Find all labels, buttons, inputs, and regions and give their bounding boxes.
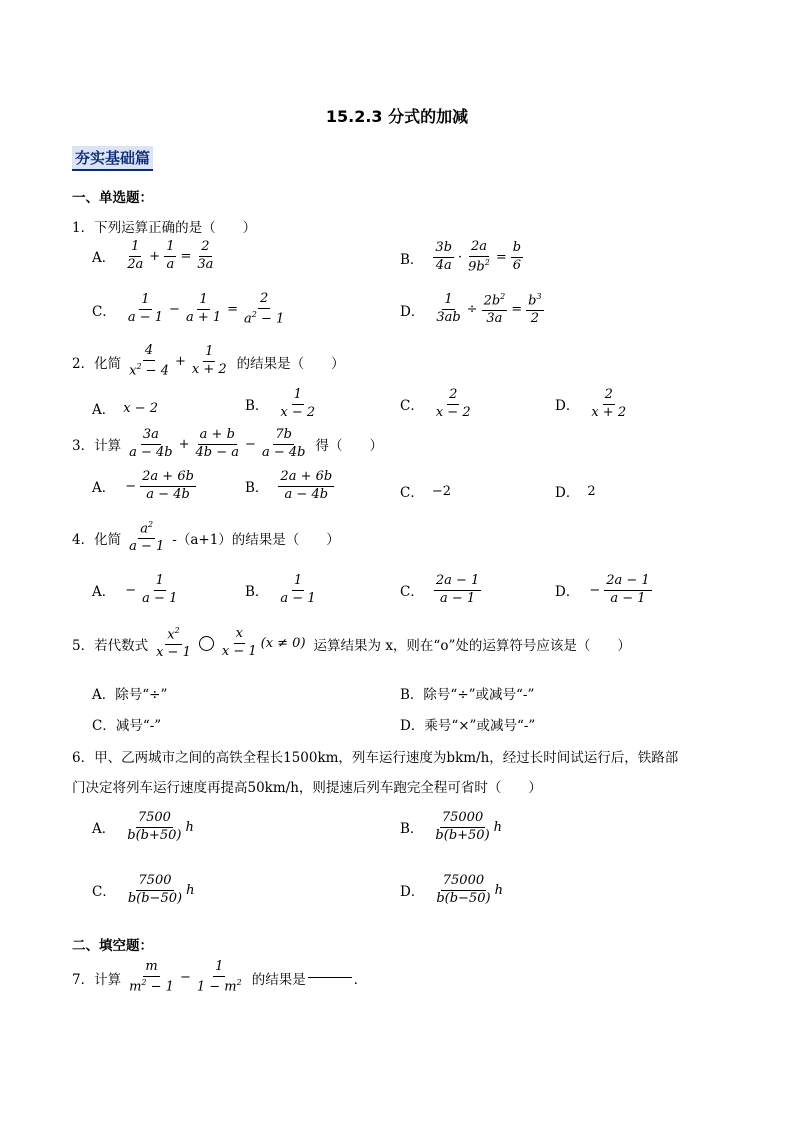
q4-option-d: D． − $\frac{2a - 1}{a - 1}$ <box>555 573 650 606</box>
q4-option-c: C． $\frac{2a - 1}{a - 1}$ <box>400 573 480 606</box>
answer-blank[interactable] <box>308 977 352 978</box>
q3-option-a: A． − $\frac{2a + 6b}{a - 4b}$ <box>92 469 194 502</box>
q1-option-d: D． $\frac{1}{3ab}$ ÷ $\frac{2b^2}{3a}$ = $\frac{b^3}{2}$ <box>400 292 542 327</box>
q3-stem: 3．计算 $\frac{3a}{a - 4b}$ + $\frac{a + b}{4b - a}$ − $\frac{7b}{a - 4b}$ 得（ ） <box>72 427 383 460</box>
q6-option-b: B． $\frac{75000}{b(b+50)}$ h <box>400 810 503 843</box>
part2-heading: 二、填空题： <box>72 938 153 954</box>
q6-line2: 门决定将列车运行速度再提高50km/h，则提速后列车跑完全程可省时（ ） <box>72 780 542 796</box>
q5-option-c: C．减号“-” <box>92 718 162 734</box>
q5-option-b: B．除号“÷”或减号“-” <box>400 687 535 703</box>
q2-option-c: C． $\frac{2}{x - 2}$ <box>400 387 471 420</box>
q4-stem: 4．化简 $\frac{a^2}{a - 1}$ -（a+1）的结果是（ ） <box>72 520 340 555</box>
q3-option-b: B． $\frac{2a + 6b}{a - 4b}$ <box>245 469 333 502</box>
q5-option-d: D．乘号“×”或减号“-” <box>400 718 536 734</box>
q6-option-d: D． $\frac{75000}{b(b-50)}$ h <box>400 873 503 906</box>
q2-option-d: D． $\frac{2}{x + 2}$ <box>555 387 627 420</box>
q7-stem: 7．计算 $\frac{m}{m^2 - 1}$ − $\frac{1}{1 - m^2}$ 的结果是 ． <box>72 959 368 995</box>
q4-option-b: B． $\frac{1}{a - 1}$ <box>245 573 316 606</box>
q6-option-c: C． $\frac{7500}{b(b-50)}$ h <box>92 873 195 906</box>
page-title: 15.2.3 分式的加减 <box>325 107 469 126</box>
section-tag: 夯实基础篇 <box>72 146 153 171</box>
q2-stem: 2．化简 $\frac{4}{x^2 - 4}$ + $\frac{1}{x + 2}$ 的结果是（ ） <box>72 343 345 379</box>
q6-line1: 6．甲、乙两城市之间的高铁全程长1500km，列车运行速度为bkm/h，经过长时间试运行后，铁路部 <box>72 750 679 766</box>
q1-stem: 1．下列运算正确的是（ ） <box>72 220 257 236</box>
q6-option-a: A． $\frac{7500}{b(b+50)}$ h <box>92 810 194 843</box>
q2-option-a: A． x − 2 <box>92 400 159 418</box>
q3-option-c: C． −2 <box>400 483 452 501</box>
q3-option-d: D． 2 <box>555 483 596 501</box>
blank-circle-icon <box>199 636 214 651</box>
q1-option-c: C． $\frac{1}{a - 1}$ − $\frac{1}{a + 1}$ = $\frac{2}{a^2 - 1}$ <box>92 291 285 327</box>
part1-heading: 一、单选题： <box>72 190 153 206</box>
q5-option-a: A．除号“÷” <box>92 687 168 703</box>
q5-stem: 5．若代数式 $\frac{x^2}{x - 1}$ $\frac{x}{x - 1}$ (x ≠ 0) 运算结果为 x，则在“o”处的运算符号应该是（ ） <box>72 626 631 661</box>
q1-option-a: A． $\frac{1}{2a}$ + $\frac{1}{a}$ = $\frac{2}{3a}$ <box>92 239 214 272</box>
q1-option-b: B． $\frac{3b}{4a}$ · $\frac{2a}{9b^2}$ = $\frac{b}{6}$ <box>400 239 522 275</box>
q2-option-b: B． $\frac{1}{x - 2}$ <box>245 387 316 420</box>
q4-option-a: A． − $\frac{1}{a - 1}$ <box>92 573 178 606</box>
